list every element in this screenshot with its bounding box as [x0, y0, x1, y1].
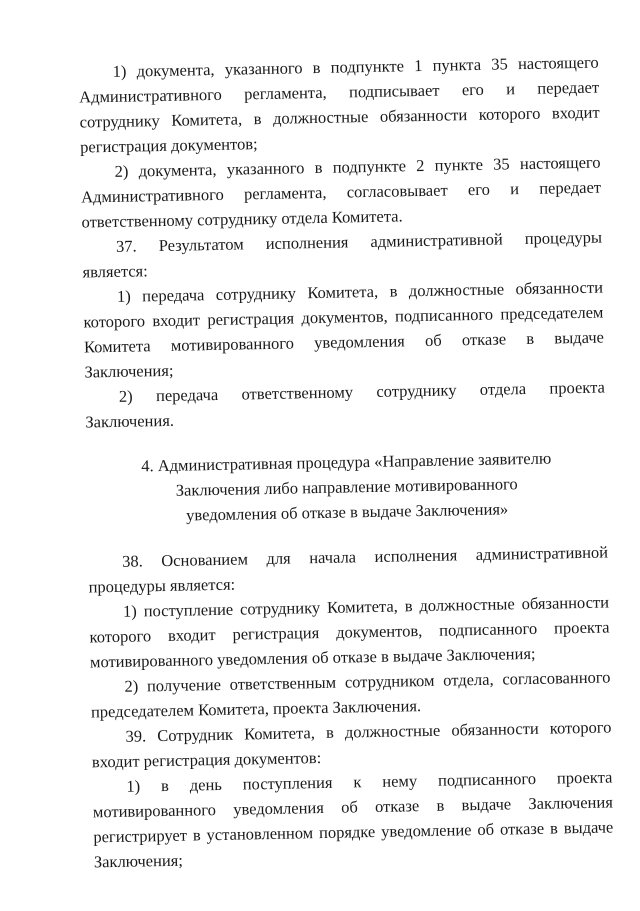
text-line: входит регистрация документов:	[91, 748, 322, 772]
text-line: которого входит регистрация документов, подписанного проекта	[89, 617, 610, 647]
section-heading: уведомления об отказе в выдаче Заключения»	[185, 499, 509, 525]
text-line: Заключения;	[93, 850, 184, 872]
section-heading: 4. Административная процедура «Направление заявителю	[141, 448, 552, 476]
text-line: ответственному сотруднику отдела Комитета.	[81, 206, 403, 232]
text-line: Заключения.	[85, 410, 175, 432]
text-line: является:	[82, 261, 148, 282]
text-line: 2) документа, указанного в подпункте 2 пункте 35 настоящего	[114, 152, 601, 181]
text-line: председателем Комитета, проекта Заключения.	[90, 696, 422, 722]
text-line: 2) получение ответственным сотрудником отдела, согласованного	[124, 667, 611, 696]
text-line: сотруднику Комитета, в должностные обязанности которого входит	[79, 102, 600, 132]
text-line: 1) поступление сотруднику Комитета, в должностные обязанности	[122, 592, 610, 621]
text-line: 1) в день поступления к нему подписанного проекта	[126, 767, 613, 796]
text-line: процедуры является:	[88, 574, 236, 597]
text-line: мотивированного уведомления об отказе в выдаче Заключения;	[89, 643, 536, 672]
text-line: 38. Основанием для начала исполнения административной	[121, 542, 609, 571]
text-line: которого входит регистрация документов, подписанного председателем	[83, 302, 604, 332]
text-line: Заключения;	[84, 360, 174, 382]
text-line: 1) передача сотруднику Комитета, в должностные обязанности	[116, 277, 604, 306]
text-line: 39. Сотрудник Комитета, в должностные обязанности которого	[125, 717, 612, 746]
text-line: 37. Результатом исполнения административной процедуры	[115, 227, 603, 256]
text-line: мотивированного уведомления об отказе в выдаче Заключения	[92, 792, 613, 822]
section-heading: Заключения либо направление мотивированного	[175, 474, 518, 500]
text-line: Административного регламента, подписывает его и передает	[78, 77, 600, 107]
text-line: Комитета мотивированного уведомления об отказе в выдаче	[83, 327, 605, 357]
text-line: регистрация документов;	[79, 134, 258, 157]
text-line: 2) передача ответственному сотруднику отдела проекта	[118, 377, 606, 406]
text-line: Административного регламента, согласовывает его и передает	[80, 177, 602, 207]
text-line: регистрирует в установленном порядке уведомление об отказе в выдаче	[93, 817, 614, 847]
text-line: 1) документа, указанного в подпункте 1 пункта 35 настоящего	[112, 52, 599, 81]
